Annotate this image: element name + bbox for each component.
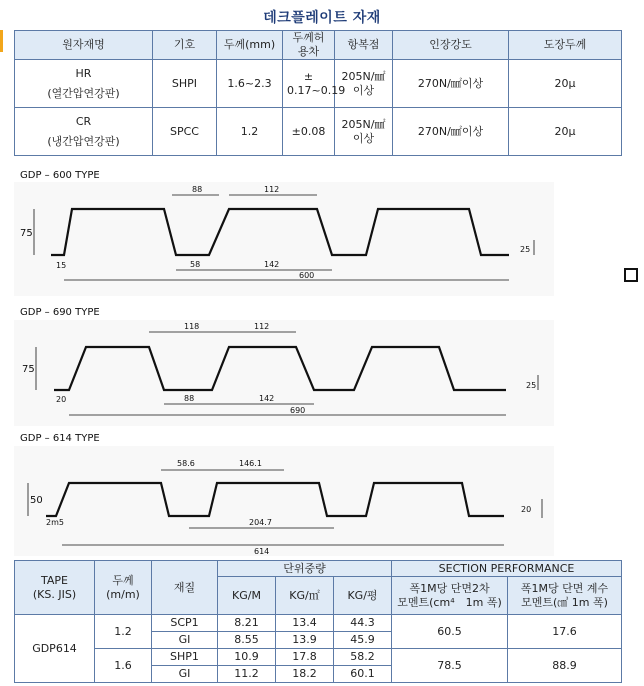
dim-top-rib: 88 [192,185,203,194]
page-title: 데크플레이트 자재 [263,10,381,26]
dim-height: 75 [22,364,35,375]
header-tape-label: TAPE [41,573,68,587]
header-thickness [95,561,152,615]
header-unit-weight: 단위중량 [218,561,392,577]
dim-bottom-rib: 58 [190,260,201,269]
yield-cell: 205N/㎟ 이상 [335,60,393,108]
header-thickness: 두께(mm) [217,31,283,60]
thickness-cell: 1.2 [217,108,283,156]
dim-total: 690 [290,406,306,415]
dim-depth: 25 [520,245,531,254]
header-moment-inertia-label: 폭1M당 단면2차 [409,581,490,595]
square-marker-icon [624,268,638,282]
material-sub: (냉간압연강판) [47,134,120,148]
header-coating: 도장두께 [509,31,622,60]
kgm-cell: 11.2 [218,666,276,683]
dim-pitch: 204.7 [249,518,272,527]
drawing-label-690: GDP – 690 TYPE [20,307,100,318]
header-tape-sub: (KS. JIS) [32,587,77,601]
table-row [15,615,622,632]
header-kgm: KG/M [218,577,276,615]
dim-top-rib: 118 [184,322,200,331]
kgpy-cell: 44.3 [334,615,392,632]
header-section-performance: SECTION PERFORMANCE [392,561,622,577]
drawing-gdp-614 [14,446,554,556]
material-cell [15,60,153,108]
material-cell: SCP1 [152,615,218,632]
kgm2-cell: 18.2 [276,666,334,683]
material-cell: GI [152,666,218,683]
section-performance-table [14,560,622,683]
coating-cell: 20μ [509,108,622,156]
dim-bottom-rib: 88 [184,394,195,403]
header-tensile: 인장강도 [393,31,509,60]
accent-bar [0,30,3,52]
header-symbol: 기호 [153,31,217,60]
moment-cell: 60.5 [392,615,508,649]
material-cell: SHP1 [152,649,218,666]
tolerance-cell: ±0.08 [283,108,335,156]
product-cell: GDP614 [15,615,95,683]
header-section-modulus-label: 폭1M당 단면 계수 [520,581,609,595]
dim-end: 2m5 [46,518,64,527]
dim-end: 15 [56,261,67,270]
kgm-cell: 10.9 [218,649,276,666]
kgm-cell: 8.55 [218,632,276,649]
thickness-cell: 1.6 [95,649,152,683]
header-moment-inertia [392,577,508,615]
header-material: 재질 [152,561,218,615]
profile-600-svg [14,182,554,296]
table-row [15,649,622,666]
kgm-cell: 8.21 [218,615,276,632]
tensile-cell: 270N/㎟이상 [393,60,509,108]
drawing-gdp-600 [14,182,554,296]
tensile-cell: 270N/㎟이상 [393,108,509,156]
dim-end: 20 [56,395,67,404]
header-section-modulus [508,577,622,615]
kgpy-cell: 58.2 [334,649,392,666]
moment-cell: 78.5 [392,649,508,683]
dim-top-span: 112 [254,322,270,331]
symbol-cell: SPCC [153,108,217,156]
thickness-cell: 1.6~2.3 [217,60,283,108]
header-kgpy: KG/평 [334,577,392,615]
header-section-modulus-sub: 모멘트(㎤ 1m 폭) [521,595,608,609]
yield-cell: 205N/㎟ 이상 [335,108,393,156]
dim-height: 75 [20,228,33,239]
table-row [15,108,622,156]
dim-total: 600 [299,271,315,280]
kgpy-cell: 60.1 [334,666,392,683]
material-sub: (열간압연강판) [47,86,120,100]
profile-690-svg [14,320,554,426]
dim-height: 50 [30,495,43,506]
header-material: 원자재명 [15,31,153,60]
profile-614-svg [14,446,554,556]
kgm2-cell: 13.9 [276,632,334,649]
header-thickness-label: 두께 [112,573,134,587]
dim-top-span: 112 [264,185,280,194]
header-moment-inertia-sub: 모멘트(cm⁴ 1m 폭) [397,595,502,609]
header-tolerance: 두께허용차 [283,31,335,60]
material-cell [15,108,153,156]
kgm2-cell: 13.4 [276,615,334,632]
kgm2-cell: 17.8 [276,649,334,666]
material-cell: GI [152,632,218,649]
dim-pitch: 142 [259,394,275,403]
header-tape [15,561,95,615]
drawing-label-600: GDP – 600 TYPE [20,170,100,181]
modulus-cell: 88.9 [508,649,622,683]
dim-top-rib: 58.6 [177,459,195,468]
material-spec-table [14,30,622,156]
dim-depth: 20 [521,505,532,514]
material-name: CR [75,114,92,128]
tolerance-cell: ± 0.17~0.19 [283,60,335,108]
drawing-gdp-690 [14,320,554,426]
dim-total: 614 [254,547,270,556]
material-name: HR [75,66,92,80]
thickness-cell: 1.2 [95,615,152,649]
dim-top-span: 146.1 [239,459,262,468]
modulus-cell: 17.6 [508,615,622,649]
kgpy-cell: 45.9 [334,632,392,649]
table-row [15,60,622,108]
drawing-label-614: GDP – 614 TYPE [20,433,100,444]
symbol-cell: SHPI [153,60,217,108]
header-thickness-sub: (m/m) [106,587,140,601]
coating-cell: 20μ [509,60,622,108]
header-kgm2: KG/㎡ [276,577,334,615]
dim-pitch: 142 [264,260,280,269]
dim-depth: 25 [526,381,537,390]
header-yield: 항복점 [335,31,393,60]
